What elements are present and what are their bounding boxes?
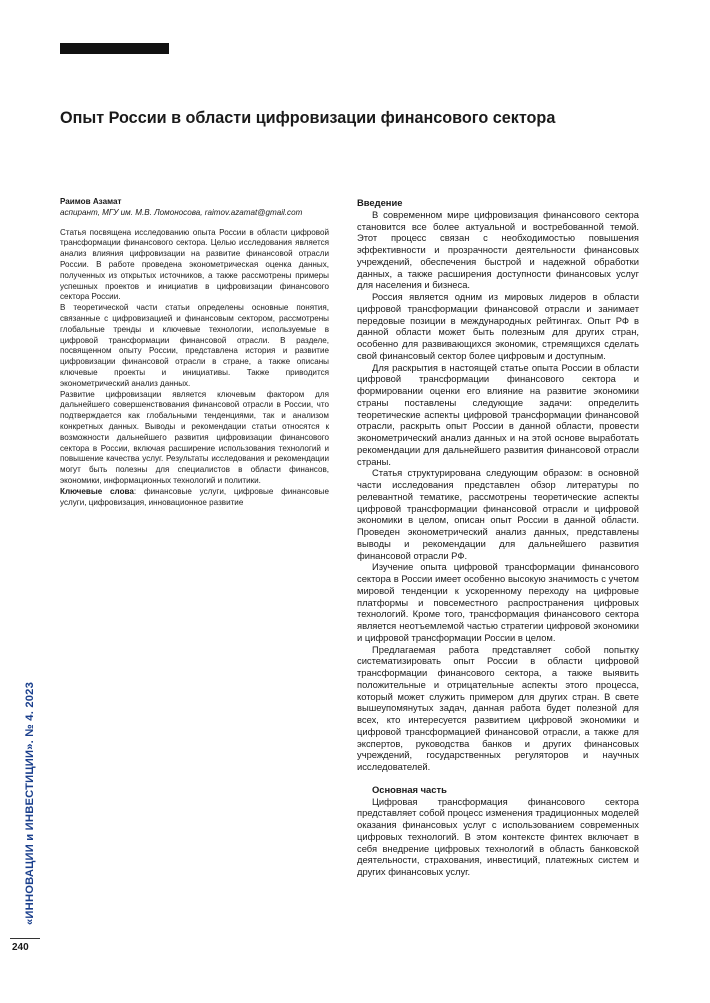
main-heading: Основная часть	[372, 783, 447, 795]
body-paragraph: Изучение опыта цифровой трансформации финансового сектора в России имеет особенно высокую значимость с учетом мировой тенденции к ускоренному переходу на цифровые платформы и повсеместного распространения цифровых технологий. Кроме того, трансформация финансового сектора является неотъемлемой частью стратегии цифровой экономики и цифровой трансформации России в целом.	[357, 561, 639, 643]
author-name: Раимов Азамат	[60, 197, 122, 206]
page-divider	[10, 938, 40, 939]
abstract-paragraph: Развитие цифровизации является ключевым фактором для дальнейшего совершенствования финансовой отрасли в России, что подтверждается как глобальными тенденциями, так и анализом конкретных данных. Выводы и рекомендации статьи относятся к возможности дальнейшего развития цифровизации финансового сектора в России, включая расширение использования технологий и повышение качества услуг. Результаты исследования и рекомендации могут быть полезны для специалистов в области финансов, экономики, информационных технологий и политики.	[60, 389, 329, 485]
keywords	[60, 487, 329, 509]
header-bar	[60, 43, 169, 54]
body-paragraph: В современном мире цифровизация финансового сектора становится все более актуальной и востребованной темой. Этот процесс связан с необходимостью повышения эффективности и прозрачности деятельности финансовых учреждений, обеспечения быстрой и надежной обработки данных, а также расширения доступности финансовых услуг для населения и бизнеса.	[357, 208, 639, 291]
body-column	[357, 197, 639, 878]
keywords-text: : финансовые услуги, цифровые финансовые услуги, цифровизация, инновационное развитие	[60, 486, 330, 507]
article-title: Опыт России в области цифровизации финансового сектора	[60, 109, 556, 127]
keywords-label: Ключевые слова	[60, 486, 134, 496]
body-paragraph: Цифровая трансформация финансового сектора представляет собой процесс изменения традиционных моделей оказания финансовых услуг с использованием современных цифровых технологий. В этом контексте финтех включает в себя внедрение цифровых технологий в область банковской деятельности, страхования, инвестиций, платежных систем и других финансовых услуг.	[357, 795, 639, 877]
author-affiliation: аспирант, МГУ им. М.В. Ломоносова, raimov.azamat@gmail.com	[60, 207, 303, 217]
body-paragraph: Статья структурирована следующим образом: в основной части исследования представлен обзор литературы по релевантной тематике, рассмотрены теоретические аспекты цифровой трансформации финансовой отрасли и цифровой экономики в целом, описан опыт России в данной области. Проведен эконометрический анализ данных, представлены выводы и рекомендации для дальнейшего развития финансовой отрасли РФ.	[357, 467, 639, 561]
body-paragraph: Для раскрытия в настоящей статье опыта России в области цифровой трансформации финансового сектора и формировании оценки его влияние на развитие экономики страны поставлены следующие задачи: определить теоретические аспекты цифровой трансформации финансовой отрасли, раскрыть опыт России в данной области, провести эконометрический анализ данных и на этой основе выработать рекомендации для дальнейшего развития финансовой отрасли страны.	[357, 361, 639, 467]
abstract-paragraph: Статья посвящена исследованию опыта России в области цифровой трансформации финансового сектора. Целью исследования является анализ влияния цифровизации на развитие финансовой отрасли России. В работе проведена эконометрическая оценка данных, полученных из открытых источников, а также рассмотрены примеры успешных проектов и инициатив в цифровизации финансового сектора России.	[60, 227, 329, 302]
journal-sidebar: «ИННОВАЦИИ и ИНВЕСТИЦИИ». № 4. 2023	[24, 681, 36, 925]
abstract-column	[60, 197, 329, 508]
body-paragraph: Предлагаемая работа представляет собой попытку систематизировать опыт России в области цифровой трансформации финансового сектора, а также выявить положительные и отрицательные аспекты этого процесса, который может служить примером для других стран. В свете вышеупомянутых задач, данная работа будет полезной для всех, кто интересуется развитием цифровой экономики и цифровой трансформацией финансовой отрасли, а также для экспертов, руководства банков и других финансовых учреждений, государственных регуляторов и научных исследователей.	[357, 643, 639, 772]
abstract-paragraph: В теоретической части статьи определены основные понятия, связанные с цифровизацией и финансовым сектором, рассмотрены глобальные тренды и ключевые технологии, используемые в цифровой трансформации финансовой отрасли. В разделе, посвященном опыту России, представлена история и развитие цифровизации финансовой отрасли в стране, а также описаны ключевые проекты и инициативы. Также приводится эконометрический анализ данных.	[60, 303, 329, 388]
body-paragraph: Россия является одним из мировых лидеров в области цифровой трансформации финансовой отрасли и занимает передовые позиции в международных рейтингах. Опыт РФ в данной области может быть полезным для других стран, особенно для развивающихся экономик, стремящихся сделать свой финансовый сектор более цифровым и доступным.	[357, 291, 639, 361]
intro-heading: Введение	[357, 197, 403, 208]
page-number: 240	[12, 942, 29, 953]
